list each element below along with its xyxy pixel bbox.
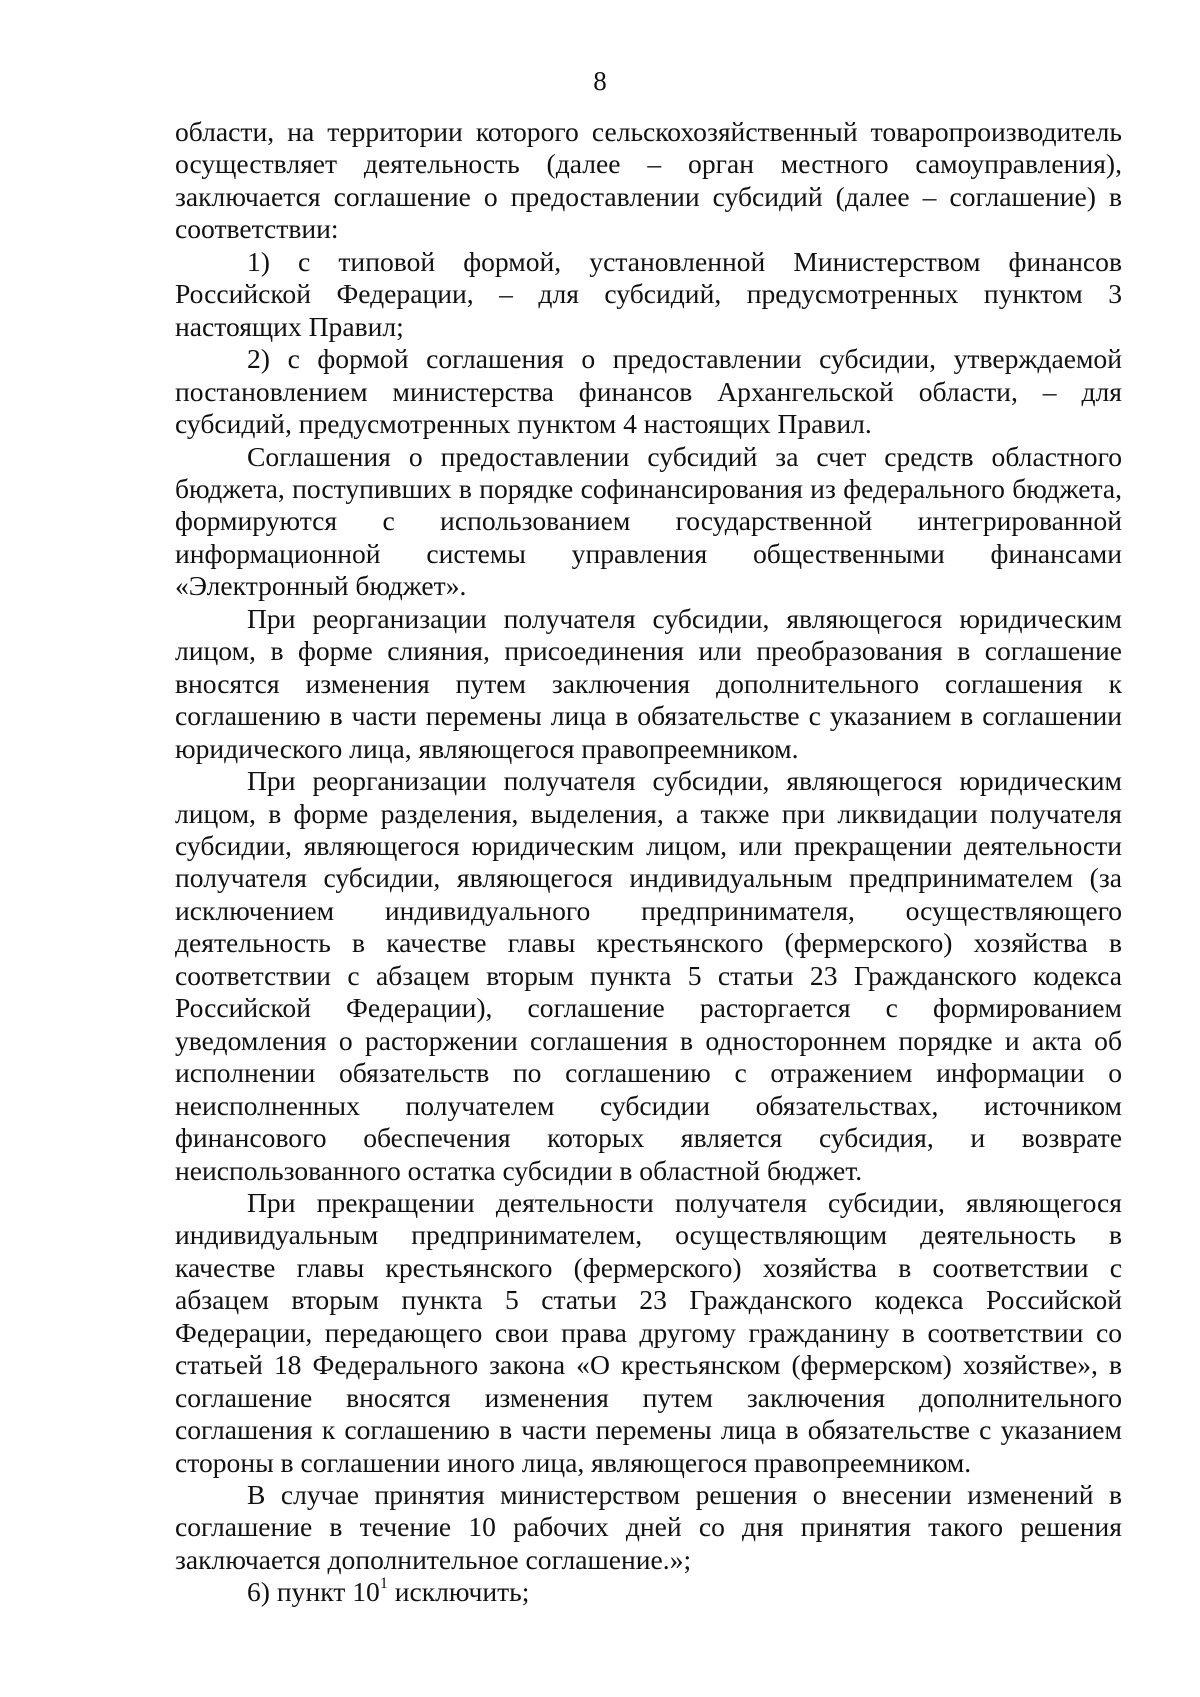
paragraph-continuation: области, на территории которого сельскохозяйственный товаропроизводитель осуществляет деятельность (далее – орган местного самоуправления), заключается соглашение о предоставлении субсидий (далее – соглашение) в соответствии:: [175, 116, 1122, 245]
paragraph-electronic-budget: Соглашения о предоставлении субсидий за счет средств областного бюджета, поступивших в порядке софинансирования из федерального бюджета, формируются с использованием государственной интегрированной информационной системы управления общественными финансами «Электронный бюджет».: [175, 440, 1122, 602]
paragraph-termination-entrepreneur: При прекращении деятельности получателя субсидии, являющегося индивидуальным предпринимателем, осуществляющим деятельность в качестве главы крестьянского (фермерского) хозяйства в соответствии с абзацем вторым пункта 5 статьи 23 Гражданского кодекса Российской Федерации, передающего свои права другому гражданину в соответствии со статьей 18 Федерального закона «О крестьянском (фермерском) хозяйстве», в соглашение вносятся изменения путем заключения дополнительного соглашения к соглашению в части перемены лица в обязательстве с указанием стороны в соглашении иного лица, являющегося правопреемником.: [175, 1186, 1122, 1478]
item-6-superscript: 1: [379, 1575, 388, 1593]
paragraph-reorganization-merger: При реорганизации получателя субсидии, являющегося юридическим лицом, в форме слияния, присоединения или преобразования в соглашение вносятся изменения путем заключения дополнительного соглашения к соглашению в части перемены лица в обязательстве с указанием в соглашении юридического лица, являющегося правопреемником.: [175, 602, 1122, 764]
item-6-prefix: 6) пункт 10: [247, 1576, 380, 1608]
page-number: 8: [593, 66, 607, 96]
document-body: [175, 116, 1122, 1609]
paragraph-item-6: [175, 1576, 1122, 1608]
paragraph-item-1: 1) с типовой формой, установленной Министерством финансов Российской Федерации, – для субсидий, предусмотренных пунктом 3 настоящих Правил;: [175, 245, 1122, 342]
paragraph-item-2: 2) с формой соглашения о предоставлении субсидии, утверждаемой постановлением министерства финансов Архангельской области, – для субсидий, предусмотренных пунктом 4 настоящих Правил.: [175, 343, 1122, 440]
paragraph-amendment-decision: В случае принятия министерством решения о внесении изменений в соглашение в течение 10 рабочих дней со дня принятия такого решения заключается дополнительное соглашение.»;: [175, 1479, 1122, 1575]
paragraph-reorganization-division: При реорганизации получателя субсидии, являющегося юридическим лицом, в форме разделения, выделения, а также при ликвидации получателя субсидии, являющегося юридическим лицом, или прекращении деятельности получателя субсидии, являющегося индивидуальным предпринимателем (за исключением индивидуального предпринимателя, осуществляющего деятельность в качестве главы крестьянского (фермерского) хозяйства в соответствии с абзацем вторым пункта 5 статьи 23 Гражданского кодекса Российской Федерации), соглашение расторгается с формированием уведомления о расторжении соглашения в одностороннем порядке и акта об исполнении обязательств по соглашению с отражением информации о неисполненных получателем субсидии обязательствах, источником финансового обеспечения которых является субсидия, и возврате неиспользованного остатка субсидии в областной бюджет.: [175, 765, 1122, 1186]
item-6-suffix: исключить;: [387, 1576, 530, 1608]
